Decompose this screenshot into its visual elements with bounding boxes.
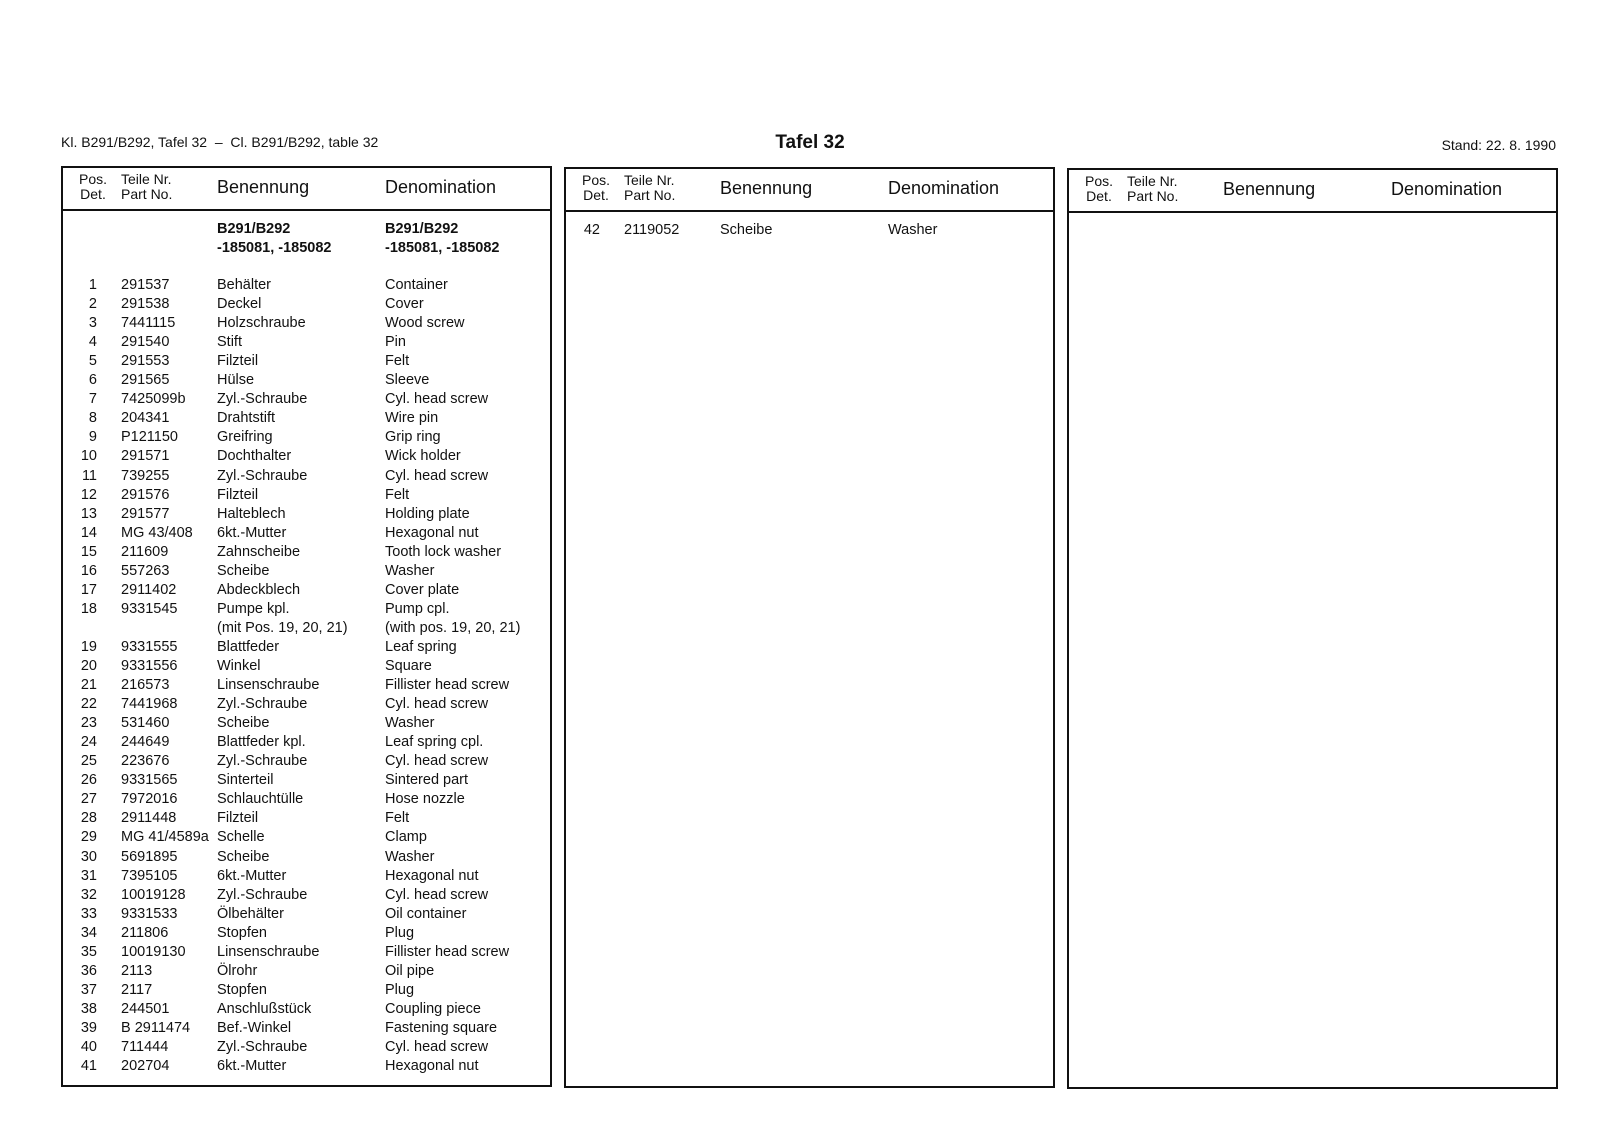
- pos-cell: 38: [80, 1000, 97, 1017]
- pos-cell: 5: [88, 353, 97, 370]
- benennung-cell: Behälter: [217, 277, 272, 293]
- pos-cell: 30: [80, 848, 97, 865]
- part-number-cell: 291565: [121, 372, 170, 389]
- benennung-cell: Anschlußstück: [217, 1000, 312, 1017]
- date-stamp: Stand: 22. 8. 1990: [1441, 137, 1556, 153]
- table-row: [63, 809, 550, 828]
- pos-cell: 11: [81, 467, 97, 484]
- denomination-cell: Leaf spring cpl.: [385, 734, 484, 751]
- table-row: [63, 295, 550, 314]
- denomination-cell: Cyl. head screw: [385, 467, 489, 484]
- part-number-cell: 7395105: [121, 867, 178, 884]
- denomination-cell: Fillister head screw: [385, 677, 510, 694]
- table-row: [63, 905, 550, 924]
- part-number-cell: 9331565: [121, 772, 178, 789]
- pos-header-de: Pos.: [581, 172, 610, 188]
- table-row: [63, 562, 550, 581]
- pos-header-en: Det.: [80, 186, 106, 202]
- part-number-cell: 291577: [121, 505, 170, 522]
- table-row: [63, 314, 550, 333]
- denomination-cell: Pin: [385, 334, 406, 351]
- part-number-cell: 202704: [121, 1058, 170, 1075]
- benennung-cell: Scheibe: [217, 562, 270, 579]
- benennung-cell: Schlauchtülle: [217, 791, 304, 808]
- header-left: Kl. B291/B292, Tafel 32 – Cl. B291/B292, table 32: [61, 134, 379, 150]
- table-row: [63, 981, 550, 1000]
- denomination-cell: Pump cpl.: [385, 600, 450, 617]
- pos-cell: 7: [88, 391, 97, 408]
- denomination-cell: Coupling piece: [385, 1000, 481, 1017]
- pos-cell: 8: [88, 410, 97, 427]
- subheading-de-line1: B291/B292: [217, 221, 291, 237]
- table-row: [63, 695, 550, 714]
- denomination-cell: (with pos. 19, 20, 21): [385, 619, 521, 636]
- benennung-cell: 6kt.-Mutter: [217, 867, 287, 884]
- parts-panel-3: [1067, 168, 1558, 1089]
- table-row: [63, 409, 550, 428]
- parts-panel-2: [564, 167, 1055, 1088]
- table-row: [63, 886, 550, 905]
- denomination-cell: Felt: [385, 353, 410, 370]
- benennung-cell: Stift: [217, 334, 242, 351]
- panel-header: [1069, 170, 1556, 213]
- denomination-cell: Washer: [385, 562, 435, 579]
- denomination-cell: Leaf spring: [385, 638, 457, 655]
- part-header-de: Teile Nr.: [1127, 173, 1178, 189]
- part-number-cell: 2911402: [121, 581, 177, 598]
- denomination-cell: Oil container: [385, 905, 467, 922]
- benennung-cell: Blattfeder kpl.: [217, 734, 306, 751]
- pos-cell: 10: [80, 448, 97, 465]
- pos-cell: 21: [80, 677, 97, 694]
- benennung-cell: Zyl.-Schraube: [217, 1039, 308, 1055]
- benennung-cell: Scheibe: [720, 222, 773, 238]
- denomination-cell: Hose nozzle: [385, 791, 465, 808]
- part-number-cell: 10019128: [121, 886, 186, 903]
- benennung-cell: Linsenschraube: [217, 677, 320, 694]
- table-row: [63, 447, 550, 466]
- pos-header-en: Det.: [583, 187, 609, 203]
- table-row: [63, 1000, 550, 1019]
- part-number-cell: 9331545: [121, 600, 178, 617]
- table-row: [63, 733, 550, 752]
- part-header-de: Teile Nr.: [121, 171, 172, 187]
- part-number-cell: 291540: [121, 334, 170, 351]
- pos-cell: 42: [583, 222, 600, 238]
- denomination-cell: Washer: [888, 222, 938, 238]
- benennung-header: Benennung: [1223, 179, 1316, 199]
- denomination-cell: Plug: [385, 981, 415, 998]
- pos-cell: 9: [88, 429, 97, 446]
- pos-cell: 4: [88, 334, 97, 351]
- part-number-cell: 557263: [121, 562, 170, 579]
- pos-cell: 26: [80, 772, 97, 789]
- part-number-cell: 211609: [121, 543, 169, 560]
- benennung-header: Benennung: [217, 177, 310, 197]
- part-number-cell: 211806: [121, 924, 169, 941]
- table-row: [63, 1019, 550, 1038]
- pos-header-de: Pos.: [1084, 173, 1113, 189]
- benennung-cell: Winkel: [217, 658, 261, 674]
- table-row: [63, 657, 550, 676]
- pos-cell: 28: [80, 810, 97, 827]
- table-row: [63, 581, 550, 600]
- pos-cell: 35: [80, 943, 97, 960]
- benennung-cell: (mit Pos. 19, 20, 21): [217, 619, 348, 636]
- benennung-cell: Halteblech: [217, 505, 286, 522]
- denomination-cell: Washer: [385, 848, 435, 865]
- denomination-cell: Cover plate: [385, 581, 460, 598]
- part-number-cell: 291538: [121, 296, 170, 313]
- part-number-cell: 9331555: [121, 638, 178, 655]
- pos-cell: 40: [80, 1039, 97, 1055]
- pos-cell: 13: [80, 505, 97, 522]
- pos-cell: 25: [80, 753, 97, 770]
- table-row: [63, 790, 550, 809]
- pos-cell: 16: [80, 562, 97, 579]
- pos-cell: 31: [80, 867, 97, 884]
- benennung-cell: Bef.-Winkel: [217, 1019, 292, 1036]
- part-number-cell: 291571: [121, 448, 170, 465]
- denomination-cell: Felt: [385, 810, 410, 827]
- part-number-cell: 2911448: [121, 810, 177, 827]
- part-number-cell: 204341: [121, 410, 170, 427]
- part-number-cell: 7441115: [121, 315, 176, 332]
- part-number-cell: 5691895: [121, 848, 178, 865]
- denomination-cell: Plug: [385, 924, 415, 941]
- table-row: [63, 828, 550, 847]
- pos-cell: 29: [80, 829, 97, 846]
- part-number-cell: 7972016: [121, 791, 178, 808]
- part-header-de: Teile Nr.: [624, 172, 675, 188]
- denomination-cell: Sleeve: [385, 372, 430, 389]
- benennung-cell: Hülse: [217, 372, 255, 389]
- page-title: Tafel 32: [775, 132, 845, 153]
- part-number-cell: 7425099b: [121, 391, 186, 408]
- pos-header-de: Pos.: [78, 171, 107, 187]
- subheading-de-line2: -185081, -185082: [217, 240, 332, 256]
- denomination-cell: Cyl. head screw: [385, 886, 489, 903]
- denomination-cell: Cyl. head screw: [385, 391, 489, 408]
- table-row: [63, 352, 550, 371]
- part-number-cell: 7441968: [121, 696, 178, 713]
- pos-cell: 3: [88, 315, 97, 332]
- benennung-cell: Linsenschraube: [217, 943, 320, 960]
- benennung-cell: Zahnscheibe: [217, 543, 301, 560]
- denomination-header: Denomination: [1391, 179, 1503, 199]
- benennung-cell: Holzschraube: [217, 315, 306, 332]
- denomination-cell: Oil pipe: [385, 962, 435, 979]
- pos-cell: 39: [80, 1019, 97, 1036]
- denomination-cell: Cover: [385, 296, 424, 313]
- pos-cell: 12: [80, 486, 97, 503]
- denomination-cell: Wire pin: [385, 410, 439, 427]
- part-number-cell: 2117: [121, 981, 153, 998]
- part-number-cell: 9331533: [121, 905, 178, 922]
- benennung-cell: Zyl.-Schraube: [217, 696, 308, 713]
- part-header-en: Part No.: [121, 186, 173, 202]
- benennung-cell: Sinterteil: [217, 772, 274, 789]
- denomination-cell: Cyl. head screw: [385, 696, 489, 713]
- denomination-cell: Wood screw: [385, 315, 465, 332]
- denomination-header: Denomination: [888, 178, 1000, 198]
- part-number-cell: 244501: [121, 1000, 170, 1017]
- benennung-cell: Dochthalter: [217, 448, 292, 465]
- benennung-cell: Scheibe: [217, 848, 270, 865]
- benennung-cell: Blattfeder: [217, 638, 280, 655]
- pos-cell: 41: [80, 1058, 97, 1075]
- table-row: [63, 1057, 550, 1076]
- part-number-cell: MG 41/4589a: [121, 829, 209, 846]
- benennung-cell: Filzteil: [217, 353, 259, 370]
- table-row: [63, 771, 550, 790]
- pos-cell: 19: [80, 638, 97, 655]
- pos-cell: 37: [80, 981, 97, 998]
- denomination-cell: Hexagonal nut: [385, 524, 479, 541]
- part-number-cell: 291576: [121, 486, 170, 503]
- pos-cell: 2: [88, 296, 97, 313]
- benennung-header: Benennung: [720, 178, 813, 198]
- part-number-cell: 216573: [121, 677, 170, 694]
- benennung-cell: Pumpe kpl.: [217, 600, 290, 617]
- pos-cell: 32: [80, 886, 97, 903]
- table-row: [63, 638, 550, 657]
- part-number-cell: P121150: [121, 429, 178, 446]
- pos-cell: 17: [80, 581, 97, 598]
- denomination-cell: Tooth lock washer: [385, 543, 502, 560]
- denomination-cell: Felt: [385, 486, 410, 503]
- table-row: [63, 619, 550, 638]
- table-row: [63, 428, 550, 447]
- panel-header: [566, 169, 1053, 212]
- denomination-cell: Clamp: [385, 829, 427, 846]
- denomination-cell: Fastening square: [385, 1019, 498, 1036]
- part-number-cell: MG 43/408: [121, 524, 193, 541]
- part-number-cell: 291553: [121, 353, 170, 370]
- pos-cell: 33: [80, 905, 97, 922]
- table-row: [63, 390, 550, 409]
- benennung-cell: Zyl.-Schraube: [217, 391, 308, 408]
- benennung-cell: Stopfen: [217, 981, 267, 998]
- denomination-cell: Washer: [385, 715, 435, 732]
- benennung-cell: Schelle: [217, 829, 265, 846]
- benennung-cell: Filzteil: [217, 810, 259, 827]
- table-row: [63, 714, 550, 733]
- denomination-cell: Wick holder: [385, 448, 461, 465]
- pos-cell: 36: [80, 962, 97, 979]
- table-row: [63, 486, 550, 505]
- part-number-cell: B 2911474: [121, 1019, 191, 1036]
- part-number-cell: 10019130: [121, 943, 186, 960]
- denomination-cell: Cyl. head screw: [385, 1039, 489, 1055]
- denomination-header: Denomination: [385, 177, 497, 197]
- table-row: [63, 924, 550, 943]
- benennung-cell: Zyl.-Schraube: [217, 753, 308, 770]
- denomination-cell: Sintered part: [385, 772, 469, 789]
- table-row: [63, 752, 550, 771]
- benennung-cell: Stopfen: [217, 924, 267, 941]
- benennung-cell: Ölbehälter: [217, 905, 284, 922]
- benennung-cell: Deckel: [217, 296, 262, 313]
- part-number-cell: 2113: [121, 962, 153, 979]
- benennung-cell: Greifring: [217, 429, 273, 446]
- table-row: [63, 943, 550, 962]
- part-number-cell: 9331556: [121, 658, 178, 674]
- table-row: [63, 505, 550, 524]
- table-row: [63, 848, 550, 867]
- denomination-cell: Hexagonal nut: [385, 867, 479, 884]
- pos-cell: 27: [80, 791, 97, 808]
- table-row: [63, 676, 550, 695]
- pos-cell: 15: [80, 543, 97, 560]
- pos-cell: 34: [80, 924, 97, 941]
- table-row: [63, 467, 550, 486]
- part-header-en: Part No.: [624, 187, 676, 203]
- denomination-cell: Container: [385, 277, 448, 293]
- benennung-cell: Scheibe: [217, 715, 270, 732]
- table-row: [63, 524, 550, 543]
- table-row: [63, 867, 550, 886]
- pos-header-en: Det.: [1086, 188, 1112, 204]
- pos-cell: 18: [80, 600, 97, 617]
- table-row: [63, 371, 550, 390]
- part-number-cell: 531460: [121, 715, 170, 732]
- benennung-cell: Zyl.-Schraube: [217, 886, 308, 903]
- parts-panel-1: [61, 166, 552, 1087]
- denomination-cell: Fillister head screw: [385, 943, 510, 960]
- pos-cell: 14: [80, 524, 97, 541]
- pos-cell: 23: [80, 715, 97, 732]
- pos-cell: 24: [80, 734, 97, 751]
- part-number-cell: 711444: [121, 1039, 169, 1055]
- table-row: [63, 600, 550, 619]
- denomination-cell: Holding plate: [385, 505, 470, 522]
- pos-cell: 1: [88, 277, 97, 293]
- benennung-cell: Drahtstift: [217, 410, 276, 427]
- benennung-cell: Zyl.-Schraube: [217, 467, 308, 484]
- table-row: [63, 543, 550, 562]
- subheading-en-line1: B291/B292: [385, 221, 459, 237]
- part-number-cell: 2119052: [624, 222, 680, 238]
- benennung-cell: Ölrohr: [217, 962, 258, 979]
- part-number-cell: 739255: [121, 467, 170, 484]
- denomination-cell: Square: [385, 658, 432, 674]
- denomination-cell: Hexagonal nut: [385, 1058, 479, 1075]
- denomination-cell: Cyl. head screw: [385, 753, 489, 770]
- panel-header: [63, 168, 550, 211]
- denomination-cell: Grip ring: [385, 429, 441, 446]
- pos-cell: 22: [80, 696, 97, 713]
- subheading-en-line2: -185081, -185082: [385, 240, 500, 256]
- pos-cell: 6: [88, 372, 97, 389]
- part-number-cell: 291537: [121, 277, 170, 293]
- table-row: [63, 1038, 550, 1057]
- benennung-cell: Filzteil: [217, 486, 259, 503]
- benennung-cell: 6kt.-Mutter: [217, 1058, 287, 1075]
- part-number-cell: 223676: [121, 753, 170, 770]
- pos-cell: 20: [80, 658, 97, 674]
- part-number-cell: 244649: [121, 734, 170, 751]
- table-row: [63, 333, 550, 352]
- part-header-en: Part No.: [1127, 188, 1179, 204]
- table-row: [566, 221, 1053, 240]
- benennung-cell: 6kt.-Mutter: [217, 524, 287, 541]
- table-row: [63, 962, 550, 981]
- table-row: [63, 276, 550, 295]
- benennung-cell: Abdeckblech: [217, 581, 301, 598]
